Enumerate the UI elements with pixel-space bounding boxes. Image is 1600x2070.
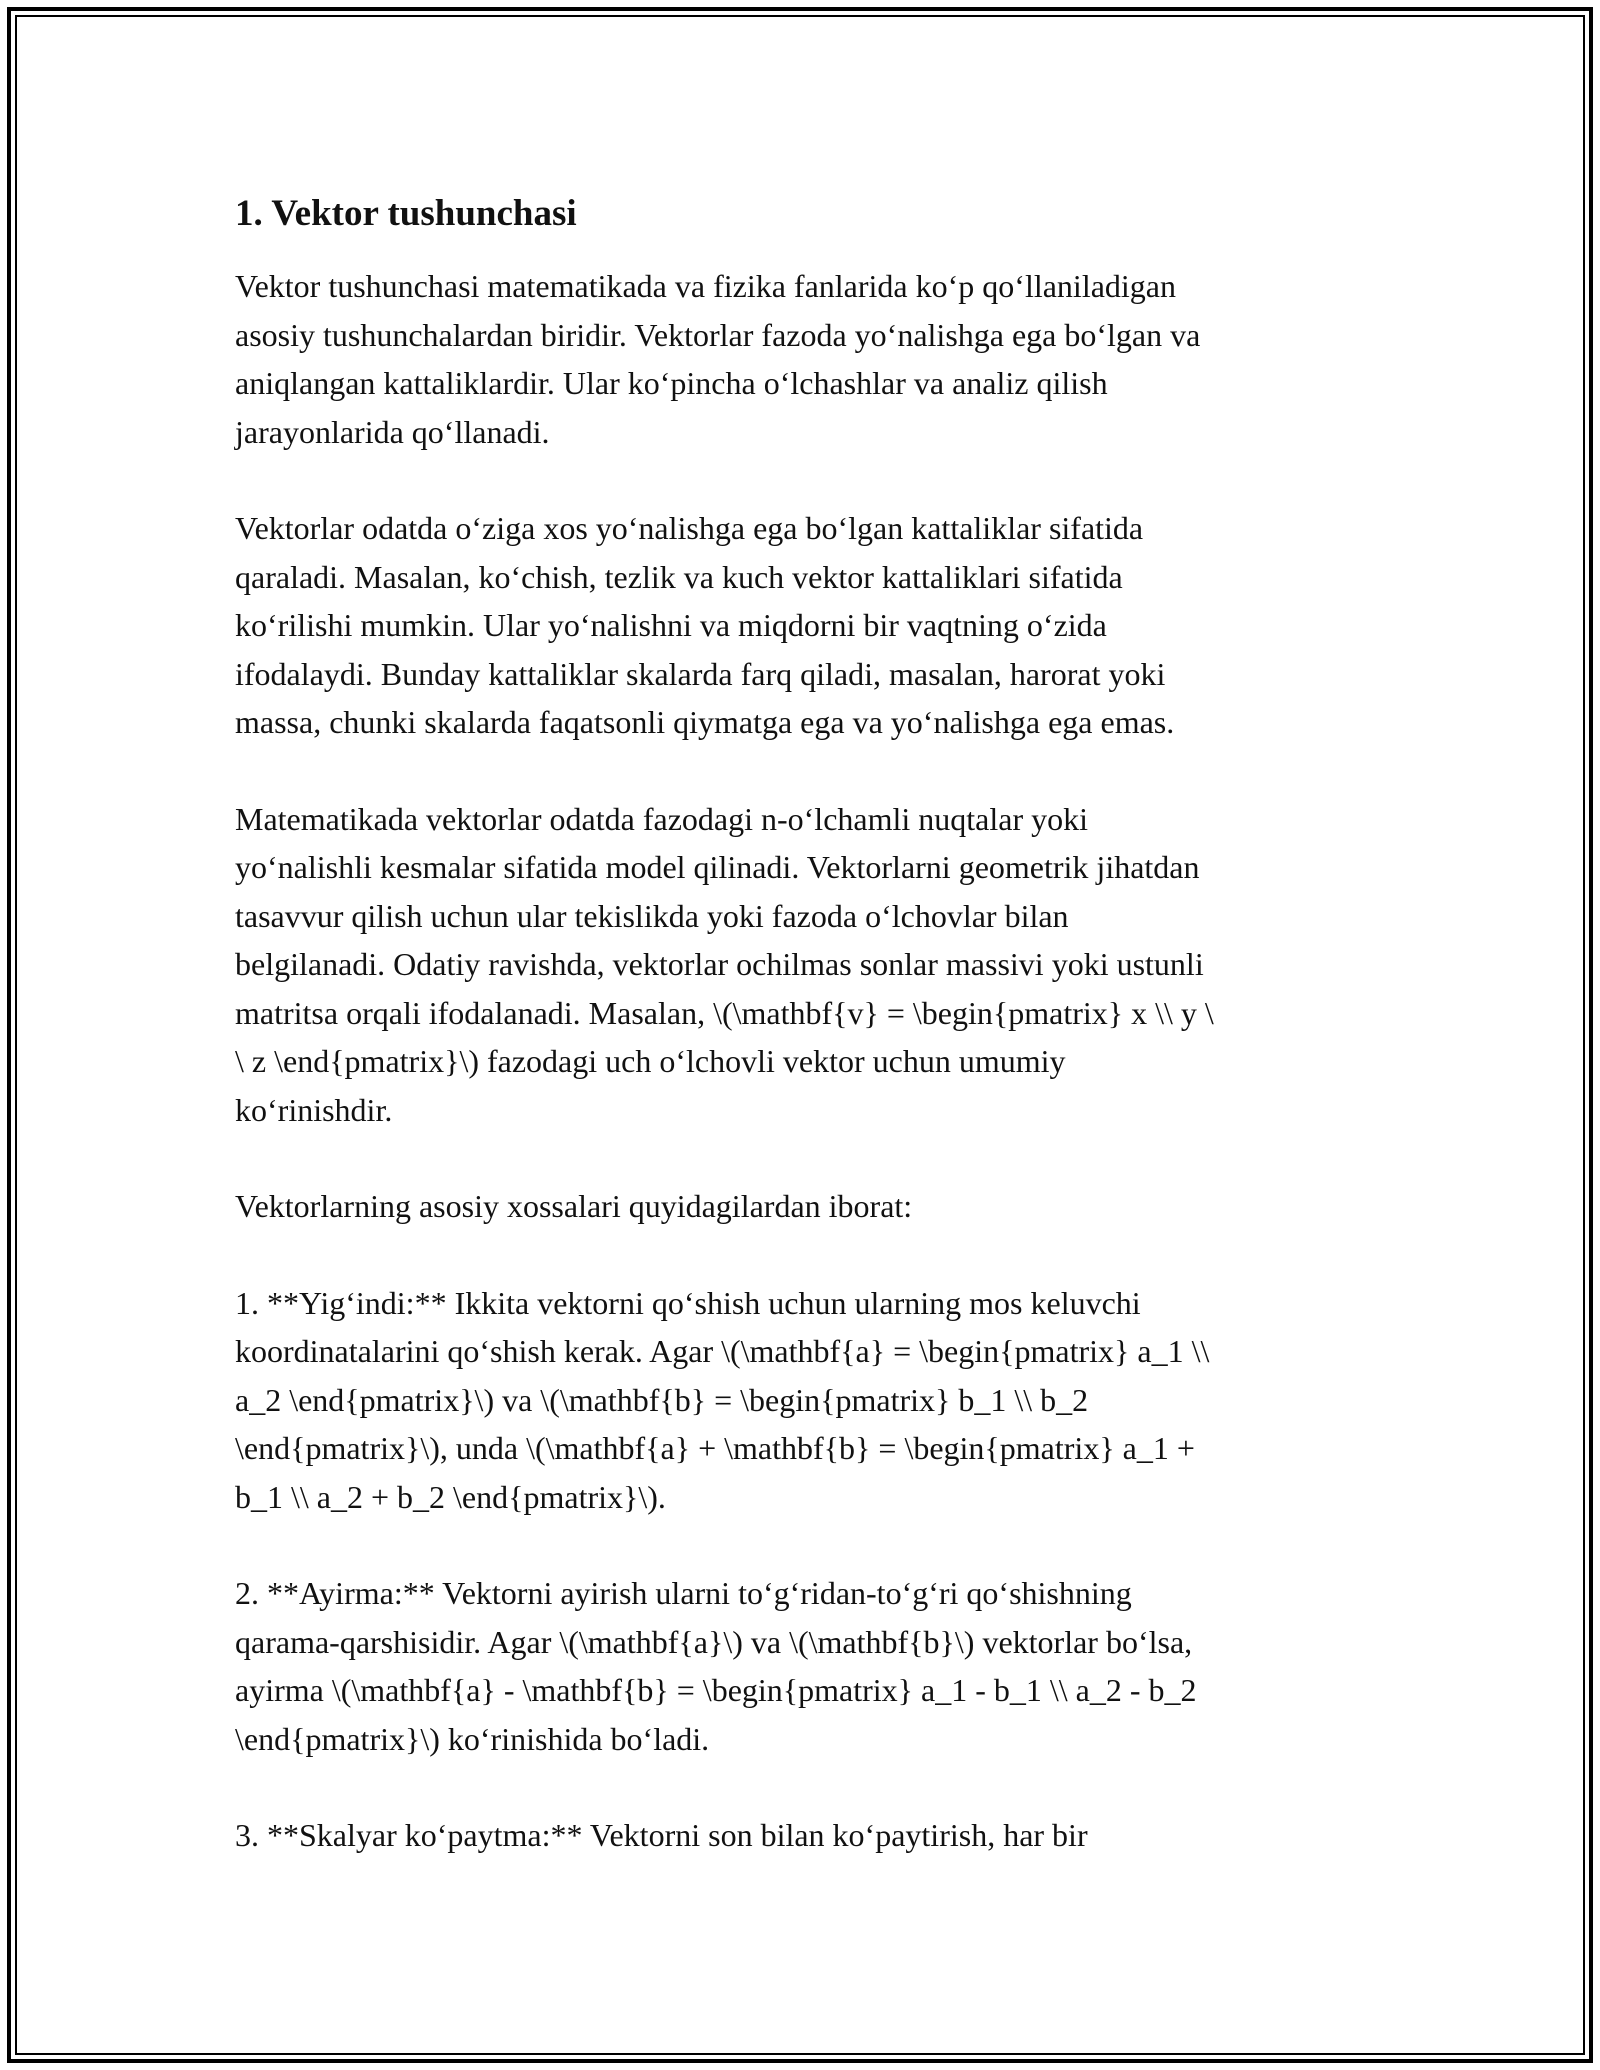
paragraph-direction: Vektorlar odatda o‘ziga xos yo‘nalishga ega bo‘lgan kattaliklar sifatida qaraladi. Masalan, ko‘chish, tezlik va kuch vektor kattaliklari sifatida ko‘rilishi mumkin. Ular yo‘nalishni va miqdorni bir vaqtning o‘zida ifodalaydi. Bunday kattaliklar skalarda farq qiladi, masalan, harorat yoki massa, chunki skalarda faqatsonli qiymatga ega va yo‘nalishga ega emas. <box>235 510 1175 740</box>
paragraph-properties-intro: Vektorlarning asosiy xossalari quyidagilardan iborat: <box>235 1188 913 1224</box>
section-heading: 1. Vektor tushunchasi <box>235 193 577 234</box>
list-item-scalar-product: 3. **Skalyar ko‘paytma:** Vektorni son bilan ko‘paytirish, har bir <box>235 1817 1088 1853</box>
document-body <box>235 182 1365 1908</box>
list-item-sum: 1. **Yig‘indi:** Ikkita vektorni qo‘shish uchun ularning mos keluvchi koordinatalarini qo‘shish kerak. Agar \(\mathbf{a} = \begin{pmatrix} a_1 \\ a_2 \end{pmatrix}\) va \(\mathbf{b} = \begin{pmatrix} b_1 \\ b_2 \end{pmatrix}\), unda \(\mathbf{a} + \mathbf{b} = \begin{pmatrix} a_1 + b_1 \\ a_2 + b_2 \end{pmatrix}\). <box>235 1284 1210 1515</box>
paragraph-intro: Vektor tushunchasi matematikada va fizika fanlarida ko‘p qo‘llaniladigan asosiy tushunchalardan biridir. Vektorlar fazoda yo‘nalishga ega bo‘lgan va aniqlangan kattaliklardir. Ular ko‘pincha o‘lchashlar va analiz qilish jarayonlarida qo‘llanadi. <box>235 268 1201 450</box>
paragraph-math-model: Matematikada vektorlar odatda fazodagi n-o‘lchamli nuqtalar yoki yo‘nalishli kesmalar sifatida model qilinadi. Vektorlarni geometrik jihatdan tasavvur qilish uchun ular tekislikda yoki fazoda o‘lchovlar bilan belgilanadi. Odatiy ravishda, vektorlar ochilmas sonlar massivi yoki ustunli matritsa orqali ifodalanadi. Masalan, \(\mathbf{v} = \begin{pmatrix} x \\ y \ \ z \end{pmatrix}\) fazodagi uch o‘lchovli vektor uchun umumiy ko‘rinishdir. <box>235 800 1214 1128</box>
list-item-difference: 2. **Ayirma:** Vektorni ayirish ularni to‘g‘ridan-to‘g‘ri qo‘shishning qarama-qarshisidir. Agar \(\mathbf{a}\) va \(\mathbf{b}\) vektorlar bo‘lsa, ayirma \(\mathbf{a} - \mathbf{b} = \begin{pmatrix} a_1 - b_1 \\ a_2 - b_2 \end{pmatrix}\) ko‘rinishida bo‘ladi. <box>235 1575 1197 1757</box>
